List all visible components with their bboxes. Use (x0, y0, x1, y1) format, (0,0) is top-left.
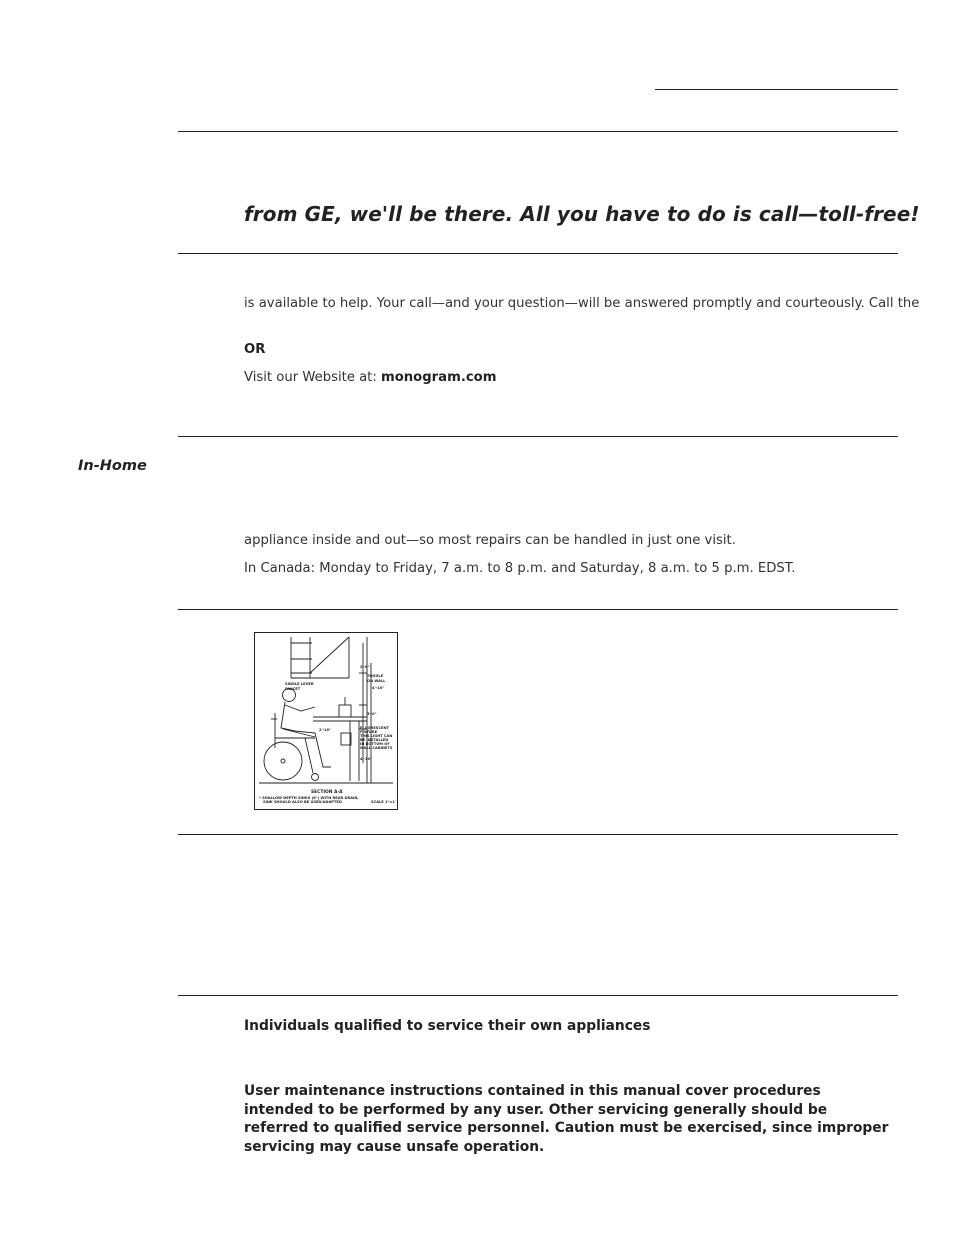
wheelchair-access-diagram (254, 632, 398, 810)
fig-label-wall-cabinets: WALL CABINETS (360, 746, 393, 750)
or-label: OR (244, 342, 266, 357)
fig-label-fluorescent: FLUORESCENT (360, 726, 389, 730)
wheelchair-access-diagram-icon (255, 633, 397, 809)
fig-note-line1: * SHALLOW DEPTH SINKS (6") WITH REAR DRAIN, (259, 796, 359, 800)
fig-dim-mid1: 4'-10" (372, 686, 384, 690)
in-home-rule (178, 609, 898, 610)
fig-scale: SCALE 1"=1' (371, 800, 396, 804)
in-home-line1: appliance inside and out—so most repairs can be handled in just one visit. (244, 533, 736, 548)
in-home-line2: In Canada: Monday to Friday, 7 a.m. to 8 p.m. and Saturday, 8 a.m. to 5 p.m. EDST. (244, 561, 796, 576)
phone-intro-text: is available to help. Your call—and your question—will be answered promptly and courteously. Call the (244, 296, 920, 311)
self-service-heading: Individuals qualified to service their own appliances (244, 1018, 651, 1034)
in-home-label: In-Home (78, 458, 147, 474)
fig-label-in-bottom: IN BOTTOM OF (360, 742, 390, 746)
fig-dim-lower: 2'-10" (319, 728, 331, 732)
fig-label-faucet: FAUCET (285, 687, 301, 691)
fig-label-onwall: ON WALL (367, 679, 386, 683)
fig-note-line2: SINK SHOULD ALSO BE USED/ADAPTED (263, 800, 342, 804)
fig-dim-bottom: 4'-10" (360, 757, 372, 761)
website-line (244, 370, 496, 385)
header-short-rule (655, 89, 898, 90)
fig-label-toggle: TOGGLE (367, 674, 384, 678)
contact-rule (178, 436, 898, 437)
fig-section-label: SECTION A-A (311, 790, 343, 795)
top-rule (178, 131, 898, 132)
fig-label-single-lever: SINGLE LEVER (285, 682, 314, 686)
fig-label-fixture: FIXTURE (360, 730, 378, 734)
fig-dim-mid2: 3'-0" (367, 712, 377, 716)
headline: from GE, we'll be there. All you have to do is call—toll-free! (244, 202, 920, 226)
self-service-rule (178, 995, 898, 996)
figure-rule (178, 834, 898, 835)
fig-label-be-installed: BE INSTALLED (360, 738, 389, 742)
website-prefix: Visit our Website at: (244, 370, 381, 385)
fig-label-this-light: THIS LIGHT CAN (360, 734, 393, 738)
self-service-paragraph: User maintenance instructions contained in this manual cover procedures intended to be performed by any user. Other servicing generally should be referred to qualified service personnel. Caution must be exercised, since improper servicing may cause unsafe operation. (244, 1083, 889, 1155)
website-link[interactable]: monogram.com (380, 370, 497, 385)
fig-dim-top: 2'-6" (360, 665, 370, 669)
headline-rule (178, 253, 898, 254)
